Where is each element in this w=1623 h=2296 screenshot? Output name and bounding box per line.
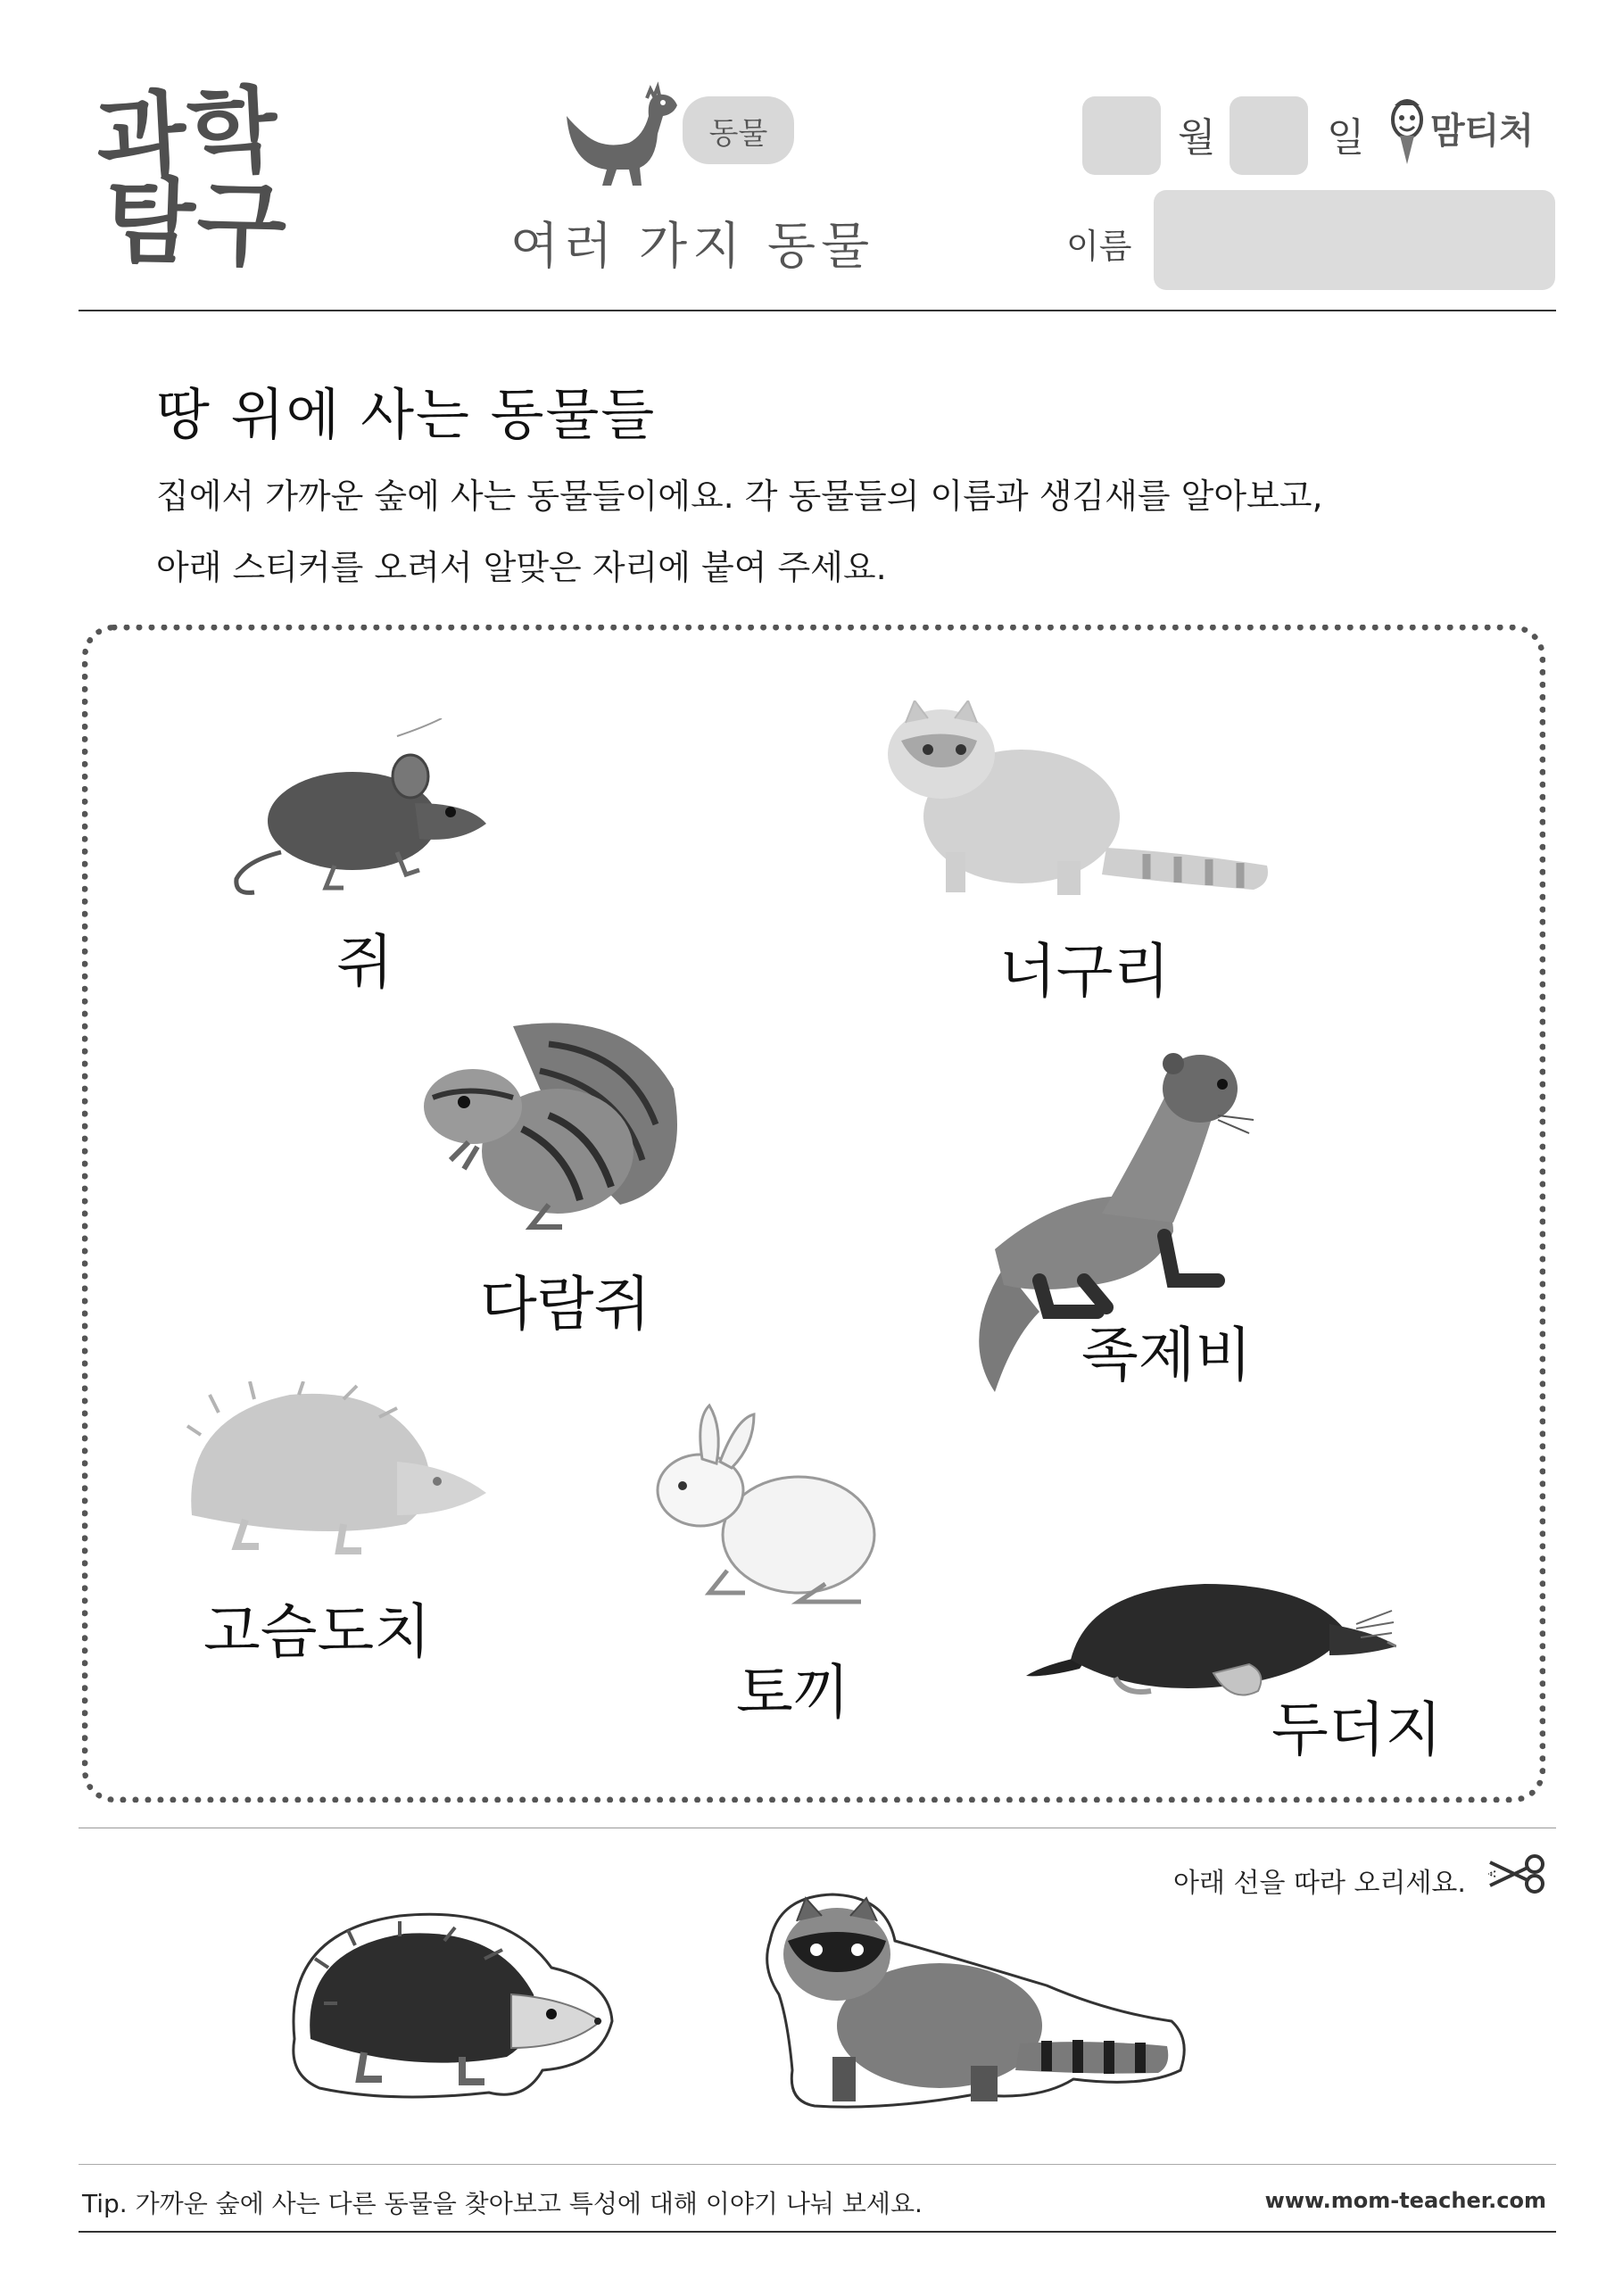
- name-input[interactable]: [1154, 190, 1555, 290]
- dinosaur-icon: [558, 80, 683, 187]
- footer-divider-top: [79, 2164, 1556, 2165]
- worksheet-header: [0, 0, 1623, 312]
- header-divider: [79, 310, 1556, 311]
- month-label: 월: [1178, 115, 1216, 161]
- animal-name-hedgehog: 고슴도치: [203, 1597, 432, 1666]
- logo-text-line2: 탐구: [103, 165, 291, 281]
- rabbit-illustration: [647, 1401, 879, 1606]
- footer-divider-bottom: [79, 2231, 1556, 2233]
- raccoon-sticker[interactable]: [752, 1887, 1189, 2119]
- brand-text: 맘티처: [1430, 111, 1534, 152]
- day-input[interactable]: [1230, 96, 1308, 175]
- scissors-icon: [1488, 1852, 1551, 1896]
- website-link[interactable]: www.mom-teacher.com: [1264, 2188, 1546, 2213]
- section-heading: 땅 위에 사는 동물들: [156, 382, 657, 447]
- name-label: 이름: [1066, 227, 1132, 266]
- topic-badge: 동물: [683, 96, 794, 164]
- tip-text: Tip. 가까운 숲에 사는 다른 동물을 찾아보고 특성에 대해 이야기 나눠 보세요.: [82, 2189, 923, 2218]
- animal-name-mouse: 쥐: [336, 928, 393, 997]
- animal-name-mole: 두더지: [1271, 1695, 1443, 1764]
- raccoon-illustration: [879, 700, 1285, 901]
- chipmunk-illustration: [415, 1008, 687, 1236]
- instruction-line-2: 아래 스티커를 오려서 알맞은 자리에 붙여 주세요.: [156, 548, 887, 587]
- animal-name-weasel: 족제비: [1081, 1321, 1253, 1389]
- animal-name-chipmunk: 다람쥐: [480, 1270, 651, 1339]
- animal-name-raccoon: 너구리: [999, 937, 1171, 1006]
- cut-instruction: 아래 선을 따라 오리세요.: [1173, 1868, 1466, 1899]
- hedgehog-sticker[interactable]: [284, 1905, 614, 2106]
- logo-text-line1: 과학: [93, 74, 282, 194]
- hedgehog-illustration: [183, 1381, 486, 1560]
- brand-logo: [1387, 89, 1557, 170]
- month-input[interactable]: [1082, 96, 1161, 175]
- instruction-line-1: 집에서 가까운 숲에 사는 동물들이에요. 각 동물들의 이름과 생김새를 알아보고,: [156, 477, 1323, 516]
- animal-name-rabbit: 토끼: [736, 1658, 850, 1727]
- worksheet-title: 여러 가지 동물: [510, 218, 875, 276]
- day-label: 일: [1327, 115, 1365, 161]
- mouse-illustration: [228, 718, 500, 897]
